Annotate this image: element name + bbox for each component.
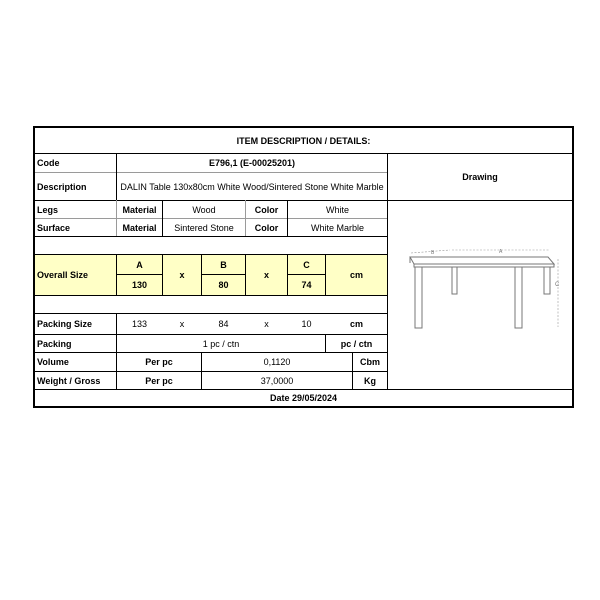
overall-size-label: Overall Size <box>35 255 116 295</box>
weight-unit: Kg <box>364 375 376 386</box>
overall-c-value: 74 <box>288 275 325 295</box>
overall-b-label: B <box>202 255 245 274</box>
legs-material: Wood <box>192 204 216 215</box>
legs-color-label: Color <box>254 204 279 215</box>
volume-value: 0,1120 <box>263 357 291 367</box>
weight-value: 37,0000 <box>260 375 294 386</box>
legs-color: White <box>325 204 349 215</box>
table-drawing <box>402 247 562 335</box>
overall-a-value: 130 <box>117 275 162 295</box>
overall-b-value: 80 <box>202 275 245 295</box>
volume-per: Per pc <box>145 357 173 367</box>
surface-color-label: Color <box>254 222 279 233</box>
packing-unit: pc / ctn <box>340 338 373 349</box>
sheet-title: ITEM DESCRIPTION / DETAILS: <box>236 135 371 146</box>
legs-label: Legs <box>37 204 59 215</box>
dim-label-a: A <box>499 249 503 255</box>
packing-size-v1: 133 <box>131 319 148 329</box>
surface-material-label: Material <box>122 222 157 233</box>
volume-label: Volume <box>37 357 69 367</box>
surface-color: White Marble <box>310 222 364 233</box>
overall-sep-2: x <box>246 255 287 295</box>
packing-value: 1 pc / ctn <box>202 338 240 349</box>
dim-label-b: B <box>431 250 435 256</box>
drawing-label: Drawing <box>462 172 498 182</box>
packing-size-label: Packing Size <box>37 319 93 329</box>
legs-material-label: Material <box>122 204 157 215</box>
description-label: Description <box>37 181 87 192</box>
packing-label: Packing <box>37 338 72 349</box>
code-value: E796,1 (E-00025201) <box>208 158 296 168</box>
surface-material: Sintered Stone <box>174 222 234 233</box>
packing-size-unit: cm <box>349 319 363 329</box>
packing-size-sep-2: x <box>264 319 269 329</box>
packing-size-v2: 84 <box>218 319 229 329</box>
volume-unit: Cbm <box>360 357 380 367</box>
packing-size-sep-1: x <box>179 319 185 329</box>
overall-sep-1: x <box>163 255 201 295</box>
surface-label: Surface <box>37 222 71 233</box>
overall-c-label: C <box>288 255 325 274</box>
overall-unit: cm <box>326 255 387 295</box>
description-value: DALIN Table 130x80cm White Wood/Sintered Stone White Marble <box>120 181 384 192</box>
weight-label: Weight / Gross <box>37 375 101 386</box>
dim-label-c: C <box>555 282 560 288</box>
packing-size-v3: 10 <box>301 319 312 329</box>
overall-a-label: A <box>117 255 162 274</box>
footer-date: Date 29/05/2024 <box>269 393 338 403</box>
weight-per: Per pc <box>145 375 173 386</box>
code-label: Code <box>37 158 60 168</box>
